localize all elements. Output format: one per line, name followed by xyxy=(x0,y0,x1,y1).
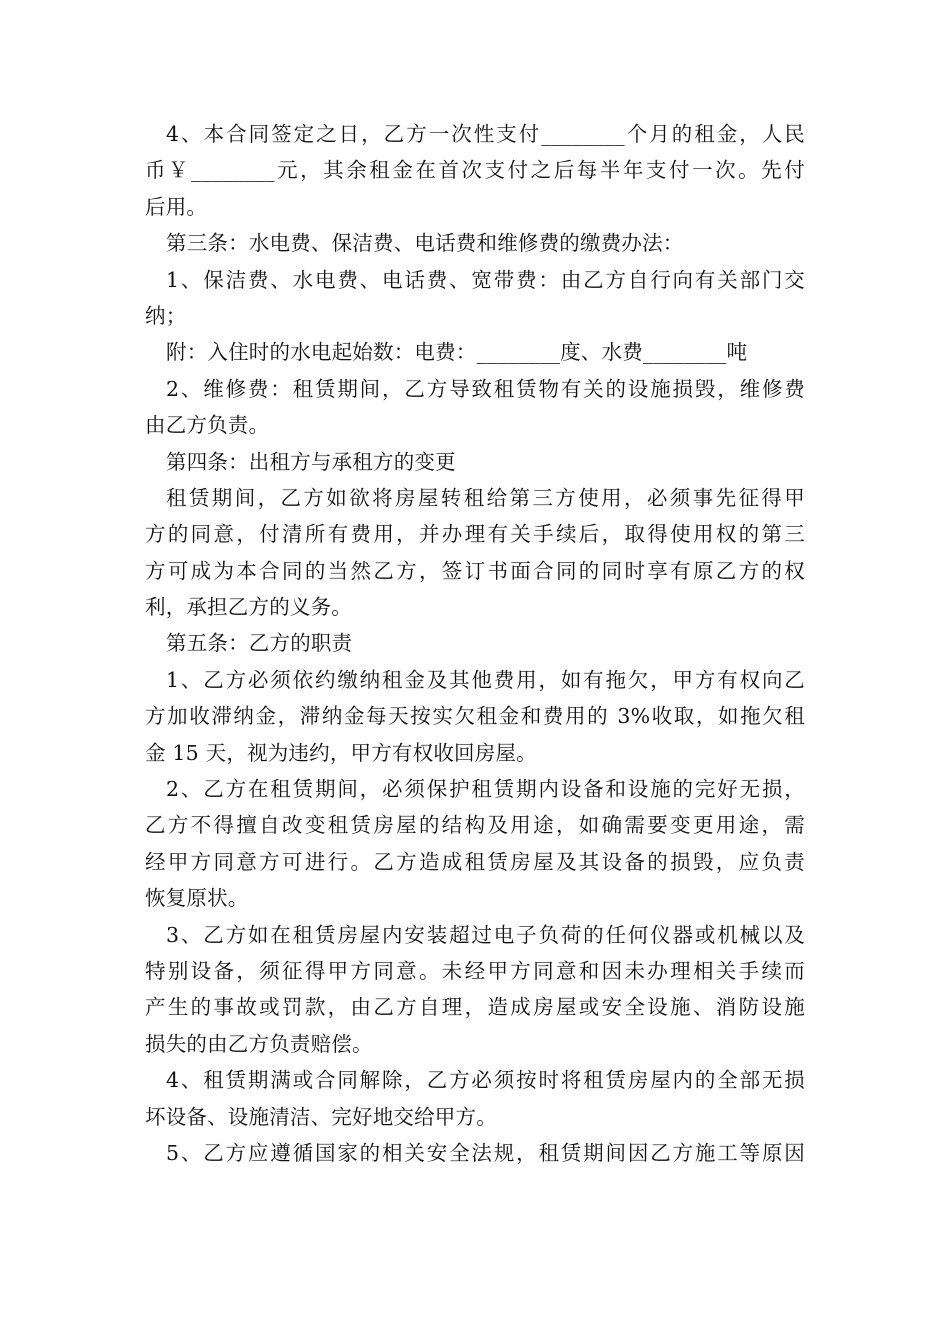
text-line: 4、租赁期满或合同解除，乙方必须按时将租赁房屋内的全部无损 xyxy=(166,1068,805,1093)
text-line: 第三条：水电费、保洁费、电话费和维修费的缴费办法： xyxy=(166,231,684,256)
text-line: 后用。 xyxy=(145,194,208,219)
text-line: 1、保洁费、水电费、电话费、宽带费：由乙方自行向有关部门交 xyxy=(166,267,805,292)
text-line: 2、乙方在租赁期间，必须保护租赁期内设备和设施的完好无损， xyxy=(166,777,805,802)
text-line: 附：入住时的水电起始数：电费：________度、水费________吨 xyxy=(166,340,748,365)
text-line: 方的同意，付清所有费用，并办理有关手续后，取得使用权的第三 xyxy=(145,522,805,547)
document-body xyxy=(145,116,805,1171)
text-line: 恢复原状。 xyxy=(145,886,249,911)
text-line: 第五条：乙方的职责 xyxy=(166,631,353,656)
text-line: 第四条：出租方与承租方的变更 xyxy=(166,449,456,474)
text-line: 2、维修费：租赁期间，乙方导致租赁物有关的设施损毁，维修费 xyxy=(166,376,805,401)
text-line: 租赁期间，乙方如欲将房屋转租给第三方使用，必须事先征得甲 xyxy=(166,485,805,510)
text-line: 3、乙方如在租赁房屋内安装超过电子负荷的任何仪器或机械以及 xyxy=(166,922,805,947)
text-line: 经甲方同意方可进行。乙方造成租赁房屋及其设备的损毁，应负责 xyxy=(145,849,805,874)
text-line: 特别设备，须征得甲方同意。未经甲方同意和因未办理相关手续而 xyxy=(145,958,805,983)
text-line: 币￥________元，其余租金在首次支付之后每半年支付一次。先付 xyxy=(145,158,805,183)
text-line: 产生的事故或罚款，由乙方自理，造成房屋或安全设施、消防设施 xyxy=(145,995,805,1020)
text-line: 方可成为本合同的当然乙方，签订书面合同的同时享有原乙方的权 xyxy=(145,558,805,583)
text-line: 4、本合同签定之日，乙方一次性支付________个月的租金，人民 xyxy=(166,122,805,146)
text-line: 纳； xyxy=(145,303,187,328)
text-line: 1、乙方必须依约缴纳租金及其他费用，如有拖欠，甲方有权向乙 xyxy=(166,667,805,692)
text-line: 乙方不得擅自改变租赁房屋的结构及用途，如确需要变更用途，需 xyxy=(145,813,805,838)
text-line: 5、乙方应遵循国家的相关安全法规，租赁期间因乙方施工等原因 xyxy=(166,1140,805,1165)
text-line: 坏设备、设施清洁、完好地交给甲方。 xyxy=(145,1104,497,1129)
text-line: 损失的由乙方负责赔偿。 xyxy=(145,1031,373,1056)
text-line: 金 15 天，视为违约，甲方有权收回房屋。 xyxy=(145,740,537,765)
text-line: 利，承担乙方的义务。 xyxy=(145,595,352,620)
text-line: 由乙方负责。 xyxy=(145,413,270,438)
text-line: 方加收滞纳金，滞纳金每天按实欠租金和费用的 3%收取，如拖欠租 xyxy=(145,704,805,729)
